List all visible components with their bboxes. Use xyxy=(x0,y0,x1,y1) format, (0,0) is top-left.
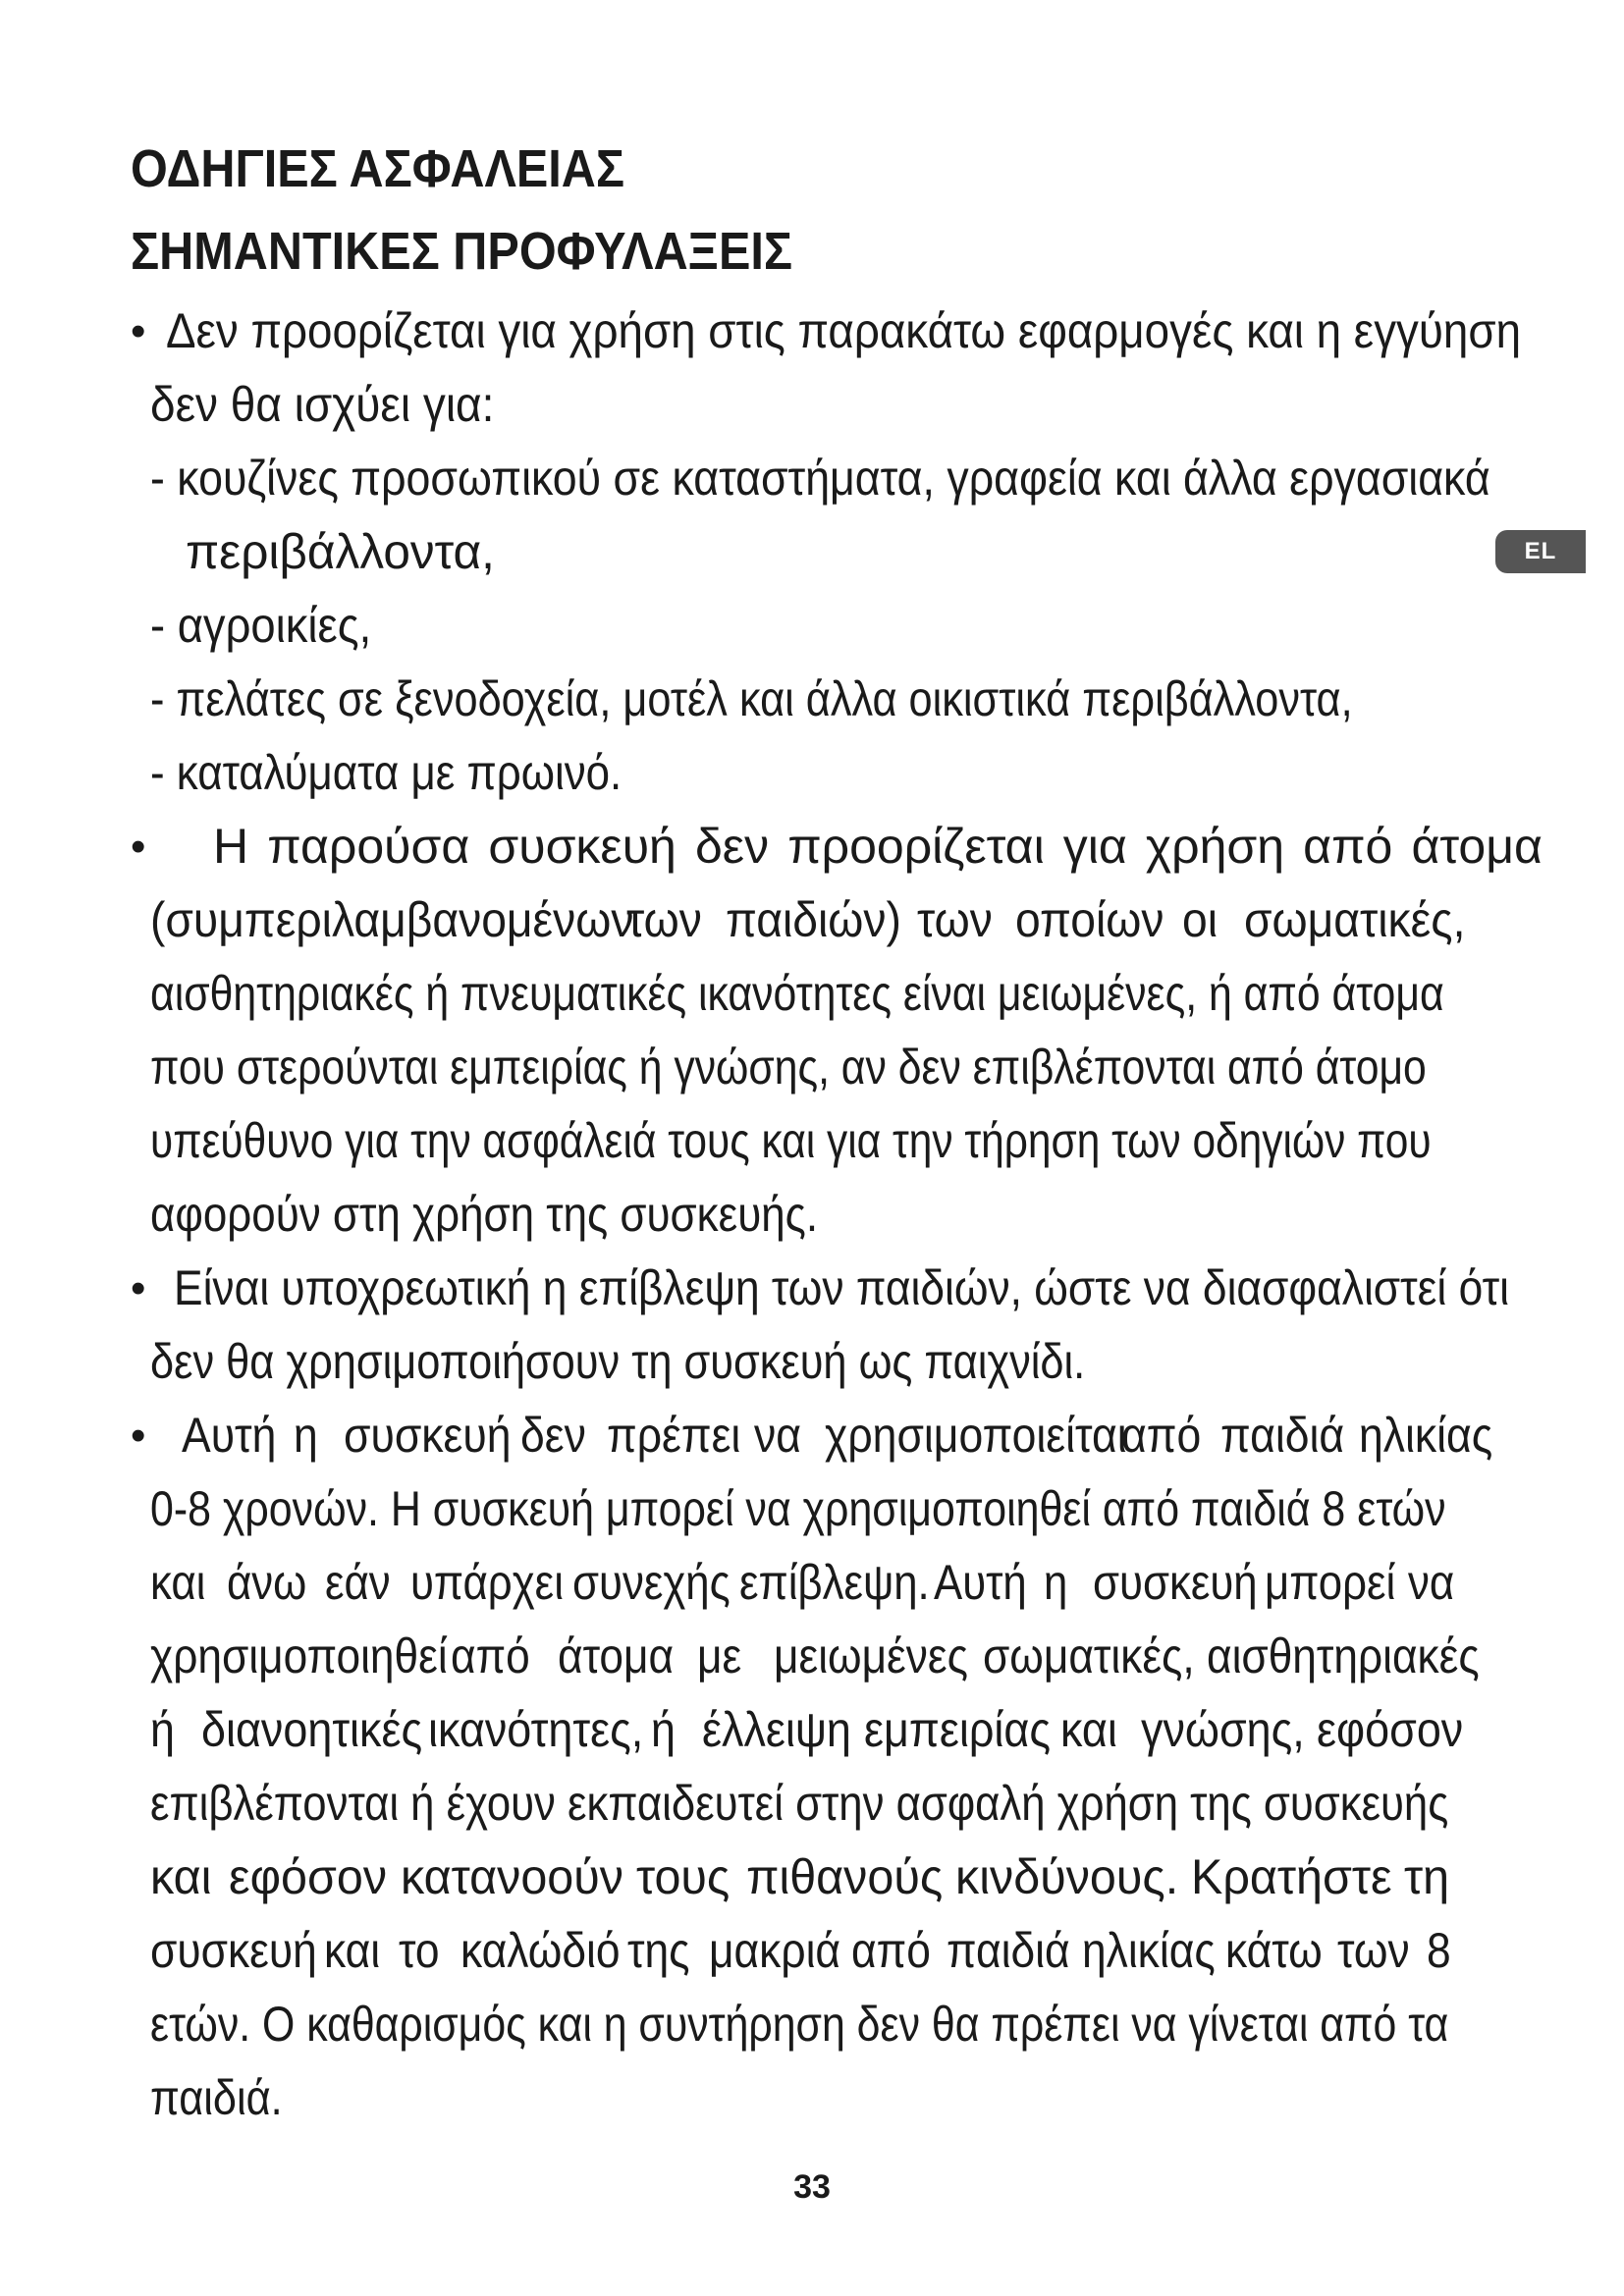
word: συσκευή xyxy=(1092,1555,1258,1610)
word: Η xyxy=(213,819,249,874)
paragraph-2-text xyxy=(213,810,1543,883)
word: 8 xyxy=(1427,1923,1451,1978)
safety-content xyxy=(131,294,1544,2135)
paragraph-4-line xyxy=(131,1620,1544,1693)
paragraph-4-line xyxy=(131,1767,1544,1841)
word: τη xyxy=(1404,1849,1450,1904)
sub-item-text: - κουζίνες προσωπικού σε καταστήματα, γραφεία και άλλα εργασιακά xyxy=(150,451,1490,506)
sub-item-bed-breakfast xyxy=(131,736,1544,810)
word: για xyxy=(1062,819,1127,874)
word: άτομα xyxy=(1411,819,1543,874)
heading-safety-instructions: ΟΔΗΓΙΕΣ ΑΣΦΑΛΕΙΑΣ xyxy=(131,139,625,198)
word: εάν xyxy=(325,1555,391,1610)
word: από xyxy=(450,1629,530,1683)
bullet: • xyxy=(131,1264,146,1312)
paragraph-4-text: ετών. Ο καθαρισμός και η συντήρηση δεν θα πρέπει να γίνεται από τα xyxy=(150,1997,1449,2052)
word: πιθανούς xyxy=(745,1849,943,1904)
paragraph-2-text: αισθητηριακές ή πνευματικές ικανότητες είναι μειωμένες, ή από άτομα xyxy=(150,966,1444,1021)
word: ηλικίας xyxy=(1358,1408,1492,1463)
word: η xyxy=(294,1408,319,1463)
word: μπορεί xyxy=(1265,1555,1396,1610)
paragraph-3-line xyxy=(131,1252,1544,1325)
paragraph-4-line xyxy=(131,1988,1544,2061)
paragraph-1-line xyxy=(131,368,1544,442)
word: από xyxy=(850,1923,931,1978)
word: χρήση xyxy=(1145,819,1285,874)
paragraph-2-line xyxy=(131,957,1544,1031)
word: αισθητηριακές xyxy=(1207,1629,1480,1683)
word: Αυτή xyxy=(182,1408,277,1463)
paragraph-1-text: Δεν προορίζεται για χρήση στις παρακάτω εφαρμογές και η εγγύηση xyxy=(166,303,1522,358)
word: παιδιά xyxy=(1219,1408,1344,1463)
word: χρησιμοποιηθεί xyxy=(150,1629,448,1683)
paragraph-2-line xyxy=(131,883,1544,957)
word: εφόσον xyxy=(228,1849,387,1904)
word: ικανότητες, xyxy=(428,1702,644,1757)
paragraph-2-line xyxy=(131,810,1544,883)
bullet: • xyxy=(131,823,146,871)
word: άτομα xyxy=(557,1629,674,1683)
paragraph-2-line xyxy=(131,1031,1544,1104)
word: και xyxy=(150,1555,206,1610)
word: συσκευή xyxy=(343,1408,512,1463)
word: των xyxy=(1336,1923,1410,1978)
paragraph-3-line xyxy=(131,1325,1544,1399)
paragraph-4-line xyxy=(131,1693,1544,1767)
word: σωματικές, xyxy=(1243,892,1465,947)
word: η xyxy=(1043,1555,1068,1610)
paragraph-1-text: δεν θα ισχύει για: xyxy=(150,377,495,432)
word: Κρατήστε xyxy=(1190,1849,1392,1904)
word: από xyxy=(1120,1408,1202,1463)
word: παιδιών) xyxy=(725,892,901,947)
word: έλλειψη xyxy=(701,1702,851,1757)
paragraph-2-text: που στερούνται εμπειρίας ή γνώσης, αν δεν επιβλέπονται από άτομο xyxy=(150,1040,1427,1095)
heading-important-precautions: ΣΗΜΑΝΤΙΚΕΣ ΠΡΟΦΥΛΑΞΕΙΣ xyxy=(131,222,793,281)
sub-item-text: περιβάλλοντα, xyxy=(186,524,495,579)
word: πρέπει xyxy=(607,1408,741,1463)
word: ή xyxy=(650,1702,676,1757)
word: δεν xyxy=(520,1408,587,1463)
paragraph-2-line xyxy=(131,1104,1544,1178)
word: κάτω xyxy=(1225,1923,1323,1978)
paragraph-3-text: δεν θα χρησιμοποιήσουν τη συσκευή ως παιχνίδι. xyxy=(150,1334,1086,1389)
word: μακριά xyxy=(708,1923,840,1978)
word: το xyxy=(399,1923,440,1978)
word: συσκευή xyxy=(150,1923,317,1978)
word: (συμπεριλαμβανομένων xyxy=(150,892,634,947)
paragraph-4-text xyxy=(150,1841,1448,1914)
word: με xyxy=(696,1629,742,1683)
word: γνώσης, xyxy=(1140,1702,1305,1757)
word: μειωμένες xyxy=(773,1629,968,1683)
sub-item-staff-kitchens xyxy=(131,442,1544,515)
word: εμπειρίας xyxy=(864,1702,1052,1757)
word: κατανοούν xyxy=(401,1849,624,1904)
word: ηλικίας xyxy=(1081,1923,1216,1978)
paragraph-4-text xyxy=(150,1693,1464,1767)
word: χρησιμοποιείται xyxy=(824,1408,1127,1463)
paragraph-4-text xyxy=(182,1399,1492,1472)
word: συσκευή xyxy=(488,819,677,874)
word: της xyxy=(627,1923,690,1978)
language-tab: EL xyxy=(1495,530,1586,573)
paragraph-1-line xyxy=(131,294,1544,368)
word: Αυτή xyxy=(934,1555,1027,1610)
word: και xyxy=(150,1849,212,1904)
word: σωματικές, xyxy=(982,1629,1195,1683)
paragraph-4-text: παιδιά. xyxy=(150,2070,283,2125)
sub-item-hotel-clients xyxy=(131,663,1544,736)
word: να xyxy=(754,1408,802,1463)
word: των xyxy=(625,892,702,947)
paragraph-2-text: υπεύθυνο για την ασφάλειά τους και για την τήρηση των οδηγιών που xyxy=(150,1113,1432,1168)
paragraph-3-text: Είναι υποχρεωτική η επίβλεψη των παιδιών, ώστε να διασφαλιστεί ότι xyxy=(174,1260,1509,1315)
paragraph-4-text xyxy=(150,1546,1454,1620)
word: διανοητικές xyxy=(200,1702,422,1757)
sub-item-farm-houses xyxy=(131,589,1544,663)
paragraph-4-text xyxy=(150,1620,1480,1693)
word: επίβλεψη. xyxy=(738,1555,930,1610)
word: και xyxy=(323,1923,380,1978)
paragraph-2-text xyxy=(150,883,1465,957)
word: παιδιά xyxy=(947,1923,1071,1978)
paragraph-4-line xyxy=(131,1841,1544,1914)
word: των xyxy=(916,892,993,947)
sub-item-text: - αγροικίες, xyxy=(150,598,372,653)
sub-item-text: - πελάτες σε ξενοδοχεία, μοτέλ και άλλα οικιστικά περιβάλλοντα, xyxy=(150,671,1353,726)
word: υπάρχει xyxy=(410,1555,565,1610)
paragraph-4-line xyxy=(131,1472,1544,1546)
paragraph-4-text: 0-8 χρονών. Η συσκευή μπορεί να χρησιμοποιηθεί από παιδιά 8 ετών xyxy=(150,1481,1446,1536)
paragraph-4-line xyxy=(131,1914,1544,1988)
word: τους xyxy=(635,1849,731,1904)
heading-block xyxy=(131,128,1407,293)
bullet: • xyxy=(131,1412,146,1460)
paragraph-4-line xyxy=(131,1399,1544,1472)
sub-item-staff-kitchens xyxy=(131,515,1544,589)
sub-item-text: - καταλύματα με πρωινό. xyxy=(150,745,623,800)
word: εφόσον xyxy=(1316,1702,1464,1757)
word: κινδύνους. xyxy=(954,1849,1179,1904)
paragraph-2-text: αφορούν στη χρήση της συσκευής. xyxy=(150,1187,819,1242)
word: ή xyxy=(150,1702,175,1757)
word: να xyxy=(1407,1555,1454,1610)
word: δεν xyxy=(694,819,770,874)
bullet: • xyxy=(131,307,146,355)
word: παρούσα xyxy=(267,819,470,874)
paragraph-2-line xyxy=(131,1178,1544,1252)
word: καλώδιό xyxy=(460,1923,621,1978)
paragraph-4-text: επιβλέπονται ή έχουν εκπαιδευτεί στην ασφαλή χρήση της συσκευής xyxy=(150,1776,1449,1831)
word: από xyxy=(1303,819,1393,874)
paragraph-4-line xyxy=(131,2061,1544,2135)
word: συνεχής xyxy=(572,1555,731,1610)
paragraph-4-line xyxy=(131,1546,1544,1620)
word: προορίζεται xyxy=(787,819,1045,874)
page-number: 33 xyxy=(793,2168,831,2206)
word: και xyxy=(1060,1702,1118,1757)
word: οποίων xyxy=(1015,892,1164,947)
word: άνω xyxy=(227,1555,307,1610)
word: οι xyxy=(1181,892,1218,947)
paragraph-4-text xyxy=(150,1914,1451,1988)
